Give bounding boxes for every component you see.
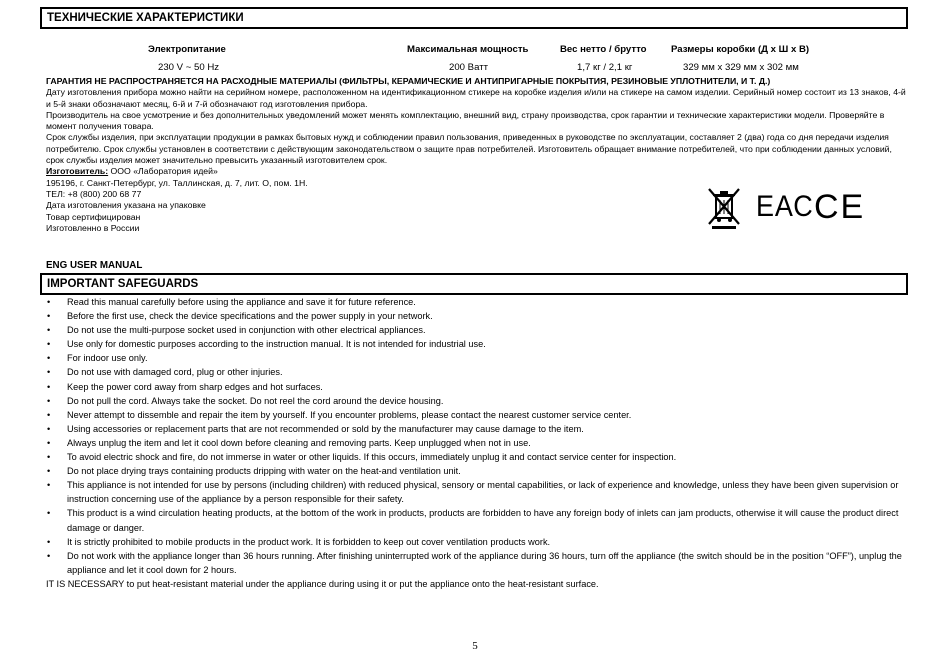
list-item-text: This product is a wind circulation heating products, at the bottom of the work in products, products are forbidden to have any foreign body of inlets can jam products, otherwise it will cause the product direct damage or danger. [67, 508, 899, 533]
date-paragraph: Дату изготовления прибора можно найти на серийном номере, расположенном на идентификационном стикере на коробке изделия и/или на стикере на самом изделии. Серийный номер состоит из 13 знаков, 4-й и 5-й знаки обозначают месяц, 6-й и 7-й обозначают год изготовления прибора. [46, 87, 906, 109]
date-on-package-line: Дата изготовления указана на упаковке [46, 200, 206, 211]
spec-value-max-power: 200 Ватт [449, 62, 488, 73]
spec-label-weight: Вес нетто / брутто [560, 44, 647, 55]
list-item [46, 535, 906, 549]
list-item-text: Before the first use, check the device specifications and the power supply in your network. [67, 311, 433, 322]
phone-line: ТЕЛ: +8 (800) 200 68 77 [46, 188, 142, 199]
ru-section-title [40, 7, 908, 29]
list-item-text: Do not use the multi-purpose socket used in conjunction with other electrical appliances. [67, 325, 426, 336]
made-in-line: Изготовленно в России [46, 222, 140, 233]
list-item [46, 394, 906, 408]
bullet-icon: • [47, 367, 51, 378]
certified-line: Товар сертифицирован [46, 211, 141, 222]
address-line: 195196, г. Санкт-Петербург, ул. Таллинская, д. 7, лит. О, пом. 1Н. [46, 177, 308, 188]
bullet-icon: • [47, 409, 51, 420]
compliance-marks [706, 186, 866, 230]
eng-manual-heading: ENG USER MANUAL [46, 260, 143, 271]
safeguards-section-title [40, 273, 908, 295]
spec-label-box-size: Размеры коробки (Д х Ш х В) [671, 44, 810, 55]
bullet-icon: • [47, 550, 51, 561]
list-item [46, 450, 906, 464]
list-item [46, 422, 906, 436]
list-item-text: This appliance is not intended for use by persons (including children) with reduced physical, sensory or mental capabilities, or lack of experience and knowledge, unless they have been given supervision or instruction concerning use of the appliance by a person responsible for their safety. [67, 480, 899, 505]
list-item-text: Do not use with damaged cord, plug or other injuries. [67, 367, 283, 378]
spec-value-weight: 1,7 кг / 2,1 кг [577, 62, 633, 73]
list-item-text: Read this manual carefully before using the appliance and save it for future reference. [67, 297, 416, 307]
list-item-text: Use only for domestic purposes according to the instruction manual. It is not intended for industrial use. [67, 339, 486, 350]
list-item-text: Do not pull the cord. Always take the socket. Do not reel the cord around the device housing. [67, 395, 444, 406]
warranty-notice: ГАРАНТИЯ НЕ РАСПРОСТРАНЯЕТСЯ НА РАСХОДНЫЕ МАТЕРИАЛЫ (ФИЛЬТРЫ, КЕРАМИЧЕСКИЕ И АНТИПРИГАРНЫЕ ПОКРЫТИЯ, РЕЗИНОВЫЕ УПЛОТНИТЕЛИ, И Т. Д.) [46, 76, 771, 86]
list-item-text: Never attempt to dissemble and repair the item by yourself. If you encounter problems, please contact the nearest customer service center. [67, 409, 632, 420]
manufacturer-rights-paragraph: Производитель на свое усмотрение и без дополнительных уведомлений может менять комплектацию, внешний вид, страну производства, срок гарантии и технические характеристики модели. Проверяйте в момент получения товара. [46, 109, 885, 132]
bullet-icon: • [47, 325, 51, 336]
list-item [46, 436, 906, 450]
bullet-icon: • [47, 311, 51, 322]
ce-mark-icon: CE [814, 188, 866, 226]
list-item [46, 365, 906, 379]
bullet-icon: • [47, 466, 51, 477]
list-item [46, 337, 906, 351]
closing-note: IT IS NECESSARY to put heat-resistant material under the appliance during using it or put the appliance onto the heat-resistant surface. [46, 579, 599, 589]
safeguards-list [46, 295, 906, 577]
list-item-text: Do not place drying trays containing products dripping with water on the heat-and ventilation unit. [67, 466, 461, 477]
list-item [46, 478, 906, 506]
bullet-icon: • [47, 381, 51, 392]
spec-value-power: 230 V ~ 50 Hz [158, 62, 220, 73]
bullet-icon: • [47, 480, 51, 491]
ru-section-title-text: ТЕХНИЧЕСКИЕ ХАРАКТЕРИСТИКИ [47, 12, 244, 24]
list-item [46, 295, 906, 309]
bullet-icon: • [47, 353, 51, 364]
bullet-icon: • [47, 297, 51, 307]
list-item-text: Keep the power cord away from sharp edges and hot surfaces. [67, 381, 323, 392]
service-life-paragraph: Срок службы изделия, при эксплуатации продукции в рамках бытовых нужд и соблюдении правил пользования, приведенных в руководстве по эксплуатации, составляет 2 (два) года со дня передачи изделия потребителю. Срок службы установлен в соответствии с действующим законодательством о защите прав потребителей. Изготовитель обращает внимание потребителей, что при соблюдении данных условий, срок службы изделия может значительно превысить указанный изготовителем срок. [46, 132, 892, 166]
bullet-icon: • [47, 508, 51, 519]
list-item-text: Always unplug the item and let it cool down before cleaning and removing parts. Keep unplugged when not in use. [67, 437, 531, 448]
bullet-icon: • [47, 437, 51, 448]
page-number: 5 [472, 640, 478, 652]
list-item-text: For indoor use only. [67, 353, 148, 364]
list-item-text: It is strictly prohibited to mobile products in the product work. It is forbidden to keep out cover ventilation products work. [67, 536, 551, 547]
eac-mark-icon: ЕАС [756, 190, 814, 223]
bullet-icon: • [47, 395, 51, 406]
list-item-text: Using accessories or replacement parts that are not recommended or sold by the manufacturer may cause damage to the item. [67, 423, 584, 434]
bullet-icon: • [47, 452, 51, 463]
spec-value-box-size: 329 мм х 329 мм х 302 мм [683, 62, 799, 73]
list-item [46, 380, 906, 394]
list-item [46, 309, 906, 323]
bullet-icon: • [47, 536, 51, 547]
bullet-icon: • [47, 423, 51, 434]
list-item [46, 323, 906, 337]
spec-label-power: Электропитание [148, 44, 226, 55]
list-item-text: Do not work with the appliance longer than 36 hours running. After finishing uninterrupted work of the appliance during 36 hours, turn off the appliance (the switch should be in the position “OFF”), unplug the appliance and let it cool down for 2 hours. [67, 550, 902, 575]
list-item [46, 408, 906, 422]
manufacturer-line [46, 166, 912, 177]
manufacturer-label: Изготовитель: [46, 166, 109, 177]
spec-label-max-power: Максимальная мощность [407, 44, 529, 55]
list-item [46, 549, 906, 577]
list-item [46, 351, 906, 365]
list-item-text: To avoid electric shock and fire, do not immerse in water or other liquids. If this occurs, immediately unplug it and contact service center for inspection. [67, 452, 677, 463]
safeguards-title-text: IMPORTANT SAFEGUARDS [47, 278, 199, 290]
bullet-icon: • [47, 339, 51, 350]
list-item [46, 506, 906, 534]
manufacturer-name: ООО «Лаборатория идей» [108, 166, 218, 177]
list-item [46, 464, 906, 478]
